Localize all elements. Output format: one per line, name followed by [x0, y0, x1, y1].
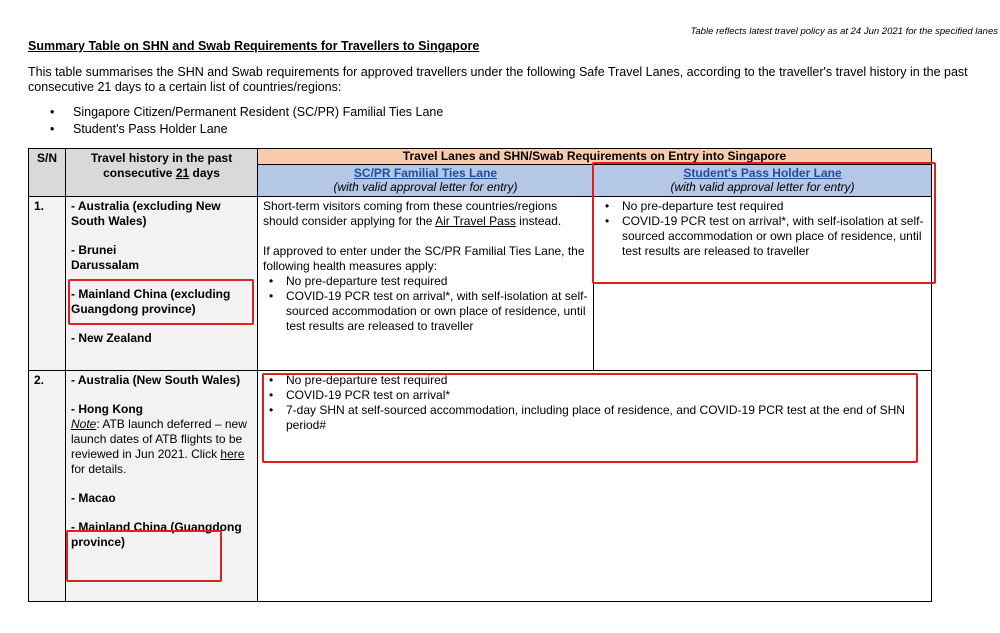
page-title: Summary Table on SHN and Swab Requirements for Travellers to Singapore: [28, 39, 480, 53]
history-header: Travel history in the past consecutive 21 days: [66, 149, 258, 197]
lane-list: [50, 104, 443, 138]
list-item: • COVID-19 PCR test on arrival*, with self-isolation at self-sourced accommodation or own place of residence, until test results are released to traveller: [599, 214, 926, 259]
sn-header: S/N: [29, 149, 66, 197]
bullet-icon: •: [50, 105, 55, 119]
policy-date-note: Table reflects latest travel policy as at 24 Jun 2021 for the specified lanes: [690, 26, 998, 37]
place-item: - New Zealand: [71, 331, 152, 345]
place-item: - Hong Kong: [71, 402, 143, 416]
list-item: • No pre-departure test required: [263, 373, 926, 388]
list-item: • No pre-departure test required: [599, 199, 926, 214]
lane1-header: SC/PR Familial Ties Lane (with valid approval letter for entry): [258, 165, 594, 197]
lane1-requirements: Short-term visitors coming from these countries/regions should consider applying for the Air Travel Pass instead. If approved to enter under the SC/PR Familial Ties Lane, the following health measures apply: • No pre-departure test required • COVID-19 PCR test on arrival*, with self-isolation at self-sourced accommodation or own place of residence, until test results are released to traveller: [258, 197, 594, 371]
list-item: • Singapore Citizen/Permanent Resident (SC/PR) Familial Ties Lane: [50, 105, 444, 119]
travel-history-cell: [66, 197, 258, 371]
lane2-header: Student's Pass Holder Lane (with valid approval letter for entry): [594, 165, 932, 197]
place-item: - Mainland China (Guangdong province): [71, 520, 242, 549]
travel-history-cell: [66, 371, 258, 602]
place-item: - Mainland China (excluding Guangdong province): [71, 287, 231, 316]
table-row: [29, 371, 932, 602]
place-item: - Brunei Darussalam: [71, 243, 140, 272]
place-item: - Macao: [71, 491, 116, 505]
intro-paragraph: This table summarises the SHN and Swab requirements for approved travellers under the following Safe Travel Lanes, according to the traveller's travel history in the past consecutive 21 days to a certain list of countries/regions:: [28, 65, 968, 94]
both-lanes-requirements: [258, 371, 932, 602]
list-item: • Student's Pass Holder Lane: [50, 122, 228, 136]
lane2-requirements: [594, 197, 932, 371]
lanes-header: Travel Lanes and SHN/Swab Requirements on Entry into Singapore: [258, 149, 932, 165]
details-link[interactable]: here: [220, 447, 245, 461]
place-item: - Australia (New South Wales): [71, 373, 241, 387]
row-number: 2.: [29, 371, 66, 602]
list-item: • COVID-19 PCR test on arrival*, with self-isolation at self-sourced accommodation or own place of residence, until test results are released to traveller: [263, 289, 588, 334]
requirements-table: [28, 148, 932, 602]
atb-note: Note: ATB launch deferred – new launch dates of ATB flights to be reviewed in Jun 2021. Click here for details.: [71, 417, 247, 476]
place-item: - Australia (excluding New South Wales): [71, 199, 221, 228]
list-item: • COVID-19 PCR test on arrival*: [263, 388, 926, 403]
table-row: [29, 197, 932, 371]
list-item: • 7-day SHN at self-sourced accommodation, including place of residence, and COVID-19 PCR test at the end of SHN period#: [263, 403, 926, 433]
list-item: • No pre-departure test required: [263, 274, 588, 289]
bullet-icon: •: [50, 122, 55, 136]
air-travel-pass-link[interactable]: Air Travel Pass: [435, 214, 516, 228]
lane1-link[interactable]: SC/PR Familial Ties Lane: [353, 166, 498, 180]
lane2-link[interactable]: Student's Pass Holder Lane: [683, 166, 842, 180]
row-number: 1.: [29, 197, 66, 371]
